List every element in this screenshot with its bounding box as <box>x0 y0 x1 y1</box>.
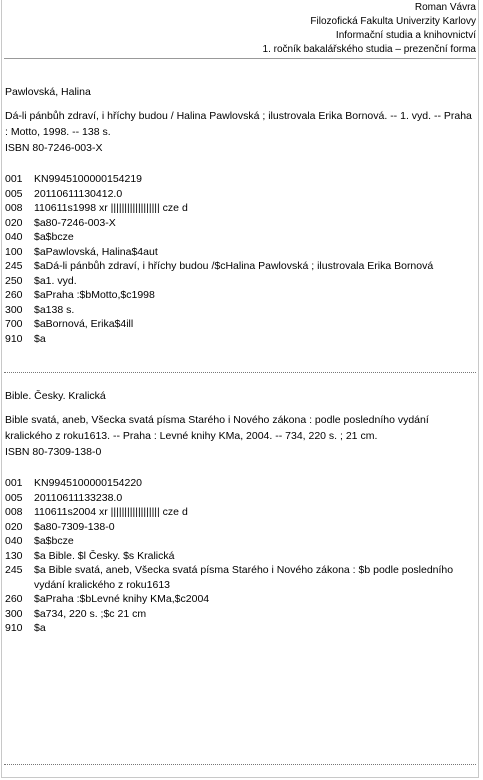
record-description <box>5 108 474 156</box>
isbn-line: ISBN 80-7246-003-X <box>5 142 103 154</box>
marc-field: 245 $aDá-li pánbůh zdraví, i hříchy budou /$cHalina Pawlovská ; ilustrovala Erika Bornová <box>5 260 434 272</box>
marc-field: 910 $a <box>5 332 46 345</box>
record-heading: Pawlovská, Halina <box>5 86 91 98</box>
marc-field: 245 $a Bible svatá, aneb, Všecka svatá písma Starého i Nového zákona : $b podle posledního vydání kralického z roku1613 <box>5 564 454 591</box>
author-name: Roman Vávra <box>414 2 476 13</box>
marc-field: 130 $a Bible. $l Česky. $s Kralická <box>5 549 175 562</box>
record-heading: Bible. Česky. Kralická <box>5 390 106 402</box>
isbn-line: ISBN 80-7309-138-0 <box>5 446 102 458</box>
record-2 <box>5 388 474 636</box>
marc-field: 020 $a80-7246-003-X <box>5 216 116 229</box>
marc-field: 260 $aPraha :$bMotto,$c1998 <box>5 289 155 301</box>
marc-field: 100 $aPawlovská, Halina$4aut <box>5 245 158 258</box>
marc-field: 040 $a$bcze <box>5 535 74 547</box>
study-year: 1. ročník bakalářského studia – prezenční forma <box>262 44 476 55</box>
marc-field: 700 $aBornová, Erika$4ill <box>5 318 134 330</box>
description-text: Bible svatá, aneb, Všecka svatá písma Starého i Nového zákona : podle posledního vydání kralického z roku1613. -- Praha : Levné knihy KMa, 2004. -- 734, 220 s. ; 21 cm. <box>5 414 429 442</box>
record-separator <box>4 372 476 373</box>
marc-field: 001 KN9945100000154219 <box>5 173 143 185</box>
document-page <box>1 0 479 778</box>
marc-field: 250 $a1. vyd. <box>5 274 77 287</box>
marc-field: 300 $a138 s. <box>5 303 75 316</box>
page-header <box>263 1 476 57</box>
marc-field: 008 110611s2004 xr |||||||||||||||||| cze d <box>5 506 188 518</box>
marc-field: 300 $a734, 220 s. ;$c 21 cm <box>5 607 147 620</box>
marc-field: 008 110611s1998 xr |||||||||||||||||| cze d <box>5 202 188 214</box>
header-divider <box>4 58 476 59</box>
marc-field: 040 $a$bcze <box>5 231 74 243</box>
marc-field: 020 $a80-7309-138-0 <box>5 520 115 533</box>
marc-field: 001 KN9945100000154220 <box>5 477 143 489</box>
page-end-separator <box>4 764 476 765</box>
marc-field: 260 $aPraha :$bLevné knihy KMa,$c2004 <box>5 593 210 605</box>
marc-field: 005 20110611133238.0 <box>5 491 123 504</box>
record-description <box>5 412 474 460</box>
marc-field: 005 20110611130412.0 <box>5 187 123 200</box>
marc-fields <box>5 172 474 346</box>
study-program: Informační studia a knihovnictví <box>335 30 476 41</box>
record-1 <box>5 84 474 346</box>
description-text: Dá-li pánbůh zdraví, i hříchy budou / Halina Pawlovská ; ilustrovala Erika Bornová. -- 1. vyd. -- Praha : Motto, 1998. -- 138 s. <box>5 110 472 138</box>
faculty-name: Filozofická Fakulta Univerzity Karlovy <box>310 16 476 27</box>
marc-fields <box>5 476 474 636</box>
marc-field: 910 $a <box>5 622 46 634</box>
